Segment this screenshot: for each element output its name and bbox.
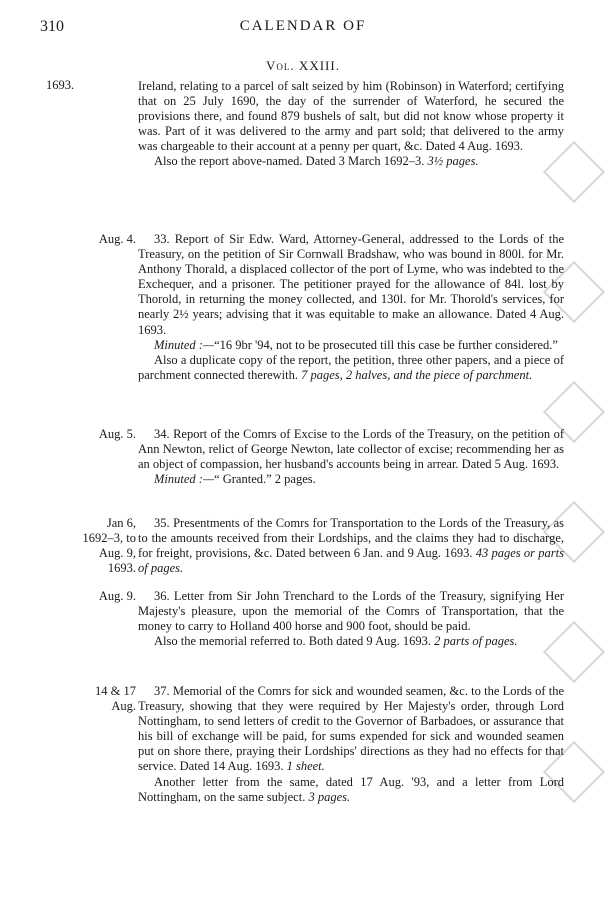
minuted-text: “16 9br '94, not to be prosecuted till this case be further considered.” xyxy=(214,337,558,352)
margin-date-35-line: 1692–3, to xyxy=(82,531,136,545)
margin-date-33: Aug. 4. xyxy=(98,232,136,246)
margin-date-35-line: 1693. xyxy=(107,561,136,575)
entry-continued xyxy=(138,79,564,170)
margin-date-35 xyxy=(44,516,136,576)
minuted-label: Minuted :— xyxy=(154,472,215,487)
margin-date-35-line: Aug. 9, xyxy=(98,546,136,560)
entry-note xyxy=(138,775,564,805)
entry-body: 35. Presentments of the Comrs for Transportation to the Lords of the Treasury, as to the amounts received from their Lordships, and the claims they had to discharge, for freight, provisions, &c. Dated between 6 Jan. and 9 Aug. 1693. xyxy=(138,516,564,561)
entry-note xyxy=(138,154,564,169)
volume-label: Vol. XXIII. xyxy=(266,58,340,73)
note-text: Also the memorial referred to. Both dated 9 Aug. 1693. xyxy=(154,634,432,649)
entry-36 xyxy=(138,589,564,649)
minuted-label: Minuted :— xyxy=(154,337,215,352)
entry-34 xyxy=(138,427,564,487)
entry-note xyxy=(138,634,564,649)
minuted-text: “ Granted.” 2 pages. xyxy=(214,472,316,487)
entry-33 xyxy=(138,232,564,383)
entry-body: 37. Memorial of the Comrs for sick and wounded seamen, &c. to the Lords of the Treasury, showing that they were required by Her Majesty's order, through Lord Nottingham, to send letters of credit to the Governor of Barbadoes, or assurance that his bill of exchange will be paid, for sums expended for sick and wounded seamen put on shore there, praying their Lordships' directions as they had no effects for that service. Dated 14 Aug. 1693. xyxy=(138,684,564,774)
note-pages: 2 parts of pages. xyxy=(434,634,518,649)
entry-pages: 1 sheet. xyxy=(286,759,325,774)
note-text: Also a duplicate copy of the report, the petition, three other papers, and a piece of parchment connected therewith. xyxy=(138,352,564,382)
note-pages: 3 pages. xyxy=(308,789,351,804)
entry-35 xyxy=(138,516,564,576)
margin-date-34: Aug. 5. xyxy=(98,427,136,441)
page-number: 310 xyxy=(40,18,64,35)
margin-date-35-line: Jan 6, xyxy=(106,516,136,530)
margin-date-37 xyxy=(44,684,136,714)
entry-pages: 43 pages or parts of pages. xyxy=(138,546,564,576)
note-pages: 3½ pages. xyxy=(427,154,479,169)
margin-date-37-line: 14 & 17 xyxy=(95,684,136,698)
entry-text: 34. Report of the Comrs of Excise to the Lords of the Treasury, on the petition of Ann Newton, relict of George Newton, late collector of excise; recommending her as an object of compassion, her husband's accounts being in arrear. Dated 5 Aug. 1693. xyxy=(138,427,564,472)
entry-minuted xyxy=(138,338,564,353)
volume-heading xyxy=(0,58,606,74)
note-text: Another letter from the same, dated 17 Aug. '93, and a letter from Lord Nottingham, on the same subject. xyxy=(138,774,564,804)
entry-text xyxy=(138,684,564,775)
entry-text xyxy=(138,516,564,576)
note-pages: 7 pages, 2 halves, and the piece of parchment. xyxy=(301,367,533,382)
entry-minuted xyxy=(138,472,564,487)
note-text: Also the report above-named. Dated 3 March 1692–3. xyxy=(154,154,425,169)
entry-text: 33. Report of Sir Edw. Ward, Attorney-General, addressed to the Lords of the Treasury, on the petition of Sir Cornwall Bradshaw, who was bound in 800l. for Mr. Anthony Thorald, a displaced collector of the port of Lyme, who was indebted to the Exchequer, and a prisoner. The petitioner prayed for the allowance of 84l. lost by Thorold, in returning the money collected, and 130l. for Mr. Thorold's services, for nearly 2½ years; advising that it was equitable to make an allowance. Dated 4 Aug. 1693. xyxy=(138,232,564,337)
entry-note xyxy=(138,353,564,383)
margin-date-37-line: Aug. xyxy=(111,699,136,713)
margin-date-36: Aug. 9. xyxy=(98,589,136,603)
entry-text: Ireland, relating to a parcel of salt seized by him (Robinson) in Waterford; certifying that on 25 July 1690, the day of the surrender of Waterford, he secured the provisions there, and found 879 bushels of salt, but did not know whose property it was. Part of it was delivered to the army and part sold; that delivered to the army was chargeable to their account at a penny per quart, &c. Dated 4 Aug. 1693. xyxy=(138,79,564,154)
entry-text: 36. Letter from Sir John Trenchard to the Lords of the Treasury, signifying Her Majesty's pleasure, upon the memorial of the Comrs of Transportation, that the money to carry to Holland 400 horse and 900 foot, should be paid. xyxy=(138,589,564,634)
entry-37 xyxy=(138,684,564,805)
margin-year: 1693. xyxy=(46,78,75,92)
running-title: CALENDAR OF xyxy=(239,18,367,34)
